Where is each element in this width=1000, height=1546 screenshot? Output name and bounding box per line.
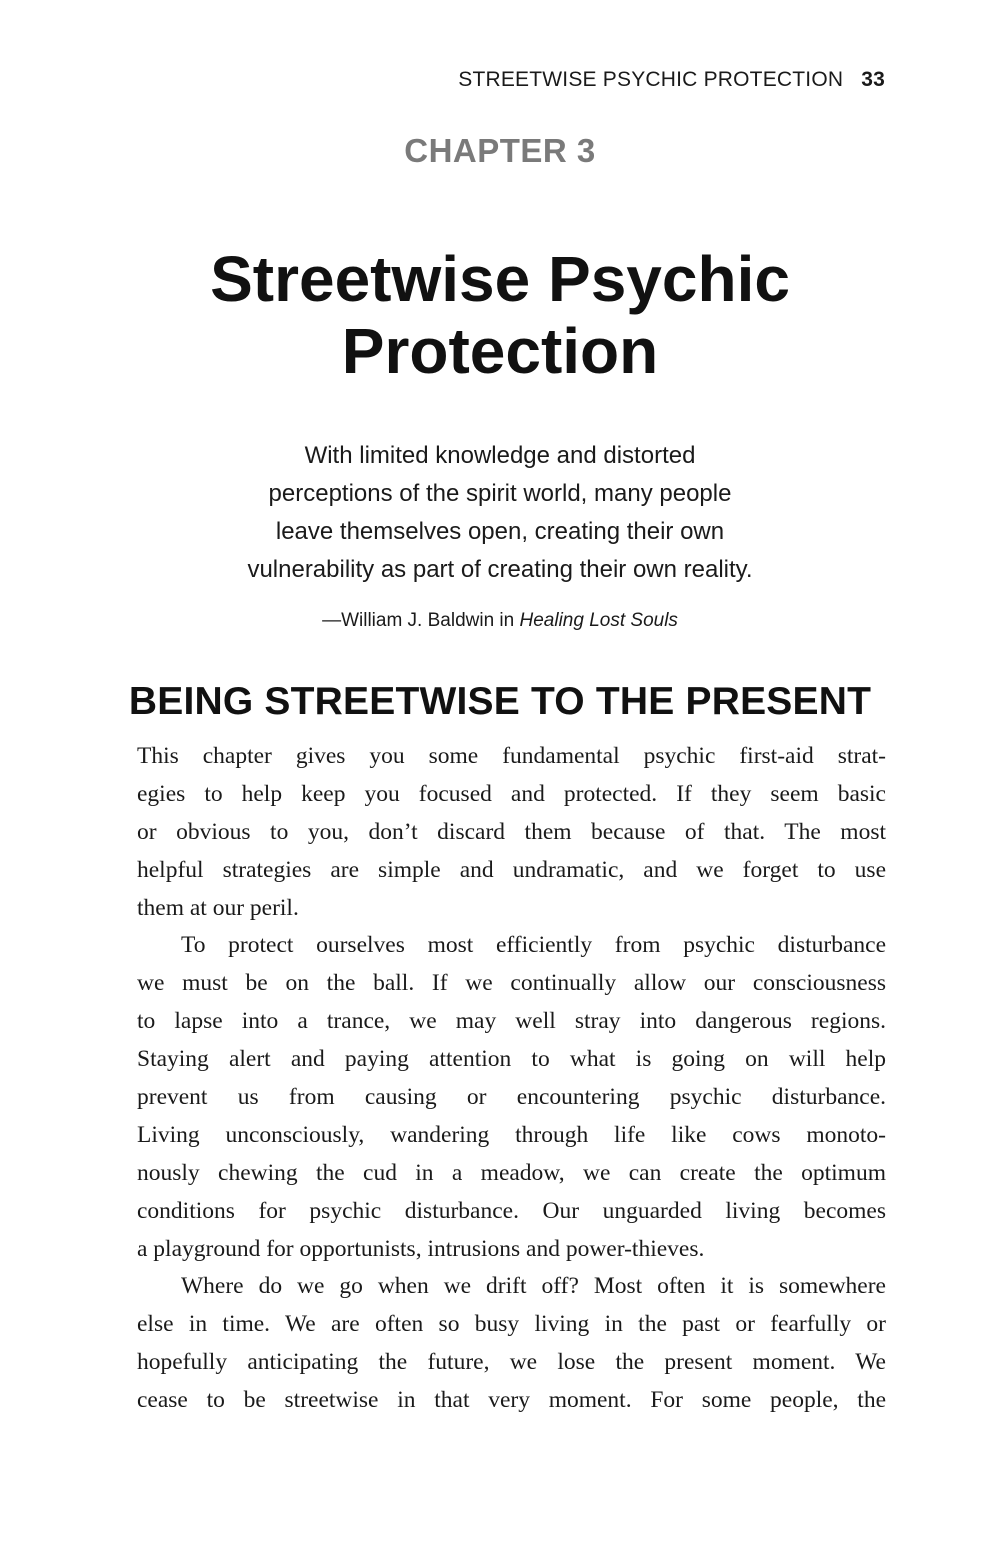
text-line: to lapse into a trance, we may well stray into dangerous regions.	[137, 1008, 886, 1035]
epigraph-line: vulnerability as part of creating their own reality.	[247, 556, 753, 583]
text-line: helpful strategies are simple and undramatic, and we forget to use	[137, 856, 886, 883]
paragraph-2	[137, 927, 886, 1268]
text-line: Staying alert and paying attention to what is going on will help	[137, 1046, 886, 1073]
paragraph-3	[137, 1268, 886, 1420]
chapter-label: CHAPTER 3	[404, 132, 596, 169]
running-head-title: STREETWISE PSYCHIC PROTECTION	[458, 68, 844, 91]
running-head	[458, 68, 885, 92]
epigraph-line: leave themselves open, creating their own	[275, 518, 725, 545]
text-line: else in time. We are often so busy living in the past or fearfully or	[137, 1311, 886, 1338]
section-heading: BEING STREETWISE TO THE PRESENT	[128, 680, 872, 723]
text-line: Living unconsciously, wandering through life like cows monoto-	[137, 1121, 886, 1148]
text-line: a playground for opportunists, intrusions and power-thieves.	[137, 1235, 705, 1262]
page-number: 33	[861, 68, 885, 91]
epigraph	[0, 437, 1000, 589]
epigraph-attribution	[0, 610, 1000, 632]
text-line: we must be on the ball. If we continually allow our consciousness	[137, 970, 886, 997]
attribution-author: —William J. Baldwin in	[322, 610, 520, 631]
body-text	[137, 738, 886, 1420]
text-line: hopefully anticipating the future, we lose the present moment. We	[137, 1349, 886, 1376]
text-line: egies to help keep you focused and protected. If they seem basic	[137, 780, 886, 807]
chapter-title	[0, 243, 1000, 387]
text-line: Where do we go when we drift off? Most often it is somewhere	[181, 1273, 886, 1300]
paragraph-1	[137, 738, 886, 927]
text-line: This chapter gives you some fundamental psychic first-aid strat-	[137, 743, 886, 769]
text-line: them at our peril.	[137, 894, 299, 921]
chapter-title-line: Protection	[341, 315, 659, 387]
text-line: cease to be streetwise in that very moment. For some people, the	[137, 1387, 886, 1414]
text-line: To protect ourselves most efficiently from psychic disturbance	[181, 932, 886, 959]
epigraph-line: perceptions of the spirit world, many people	[268, 480, 732, 507]
text-line: conditions for psychic disturbance. Our unguarded living becomes	[137, 1197, 886, 1224]
epigraph-line: With limited knowledge and distorted	[304, 442, 696, 469]
text-line: prevent us from causing or encountering psychic disturbance.	[137, 1084, 886, 1111]
text-line: or obvious to you, don’t discard them because of that. The most	[137, 818, 886, 845]
text-line: nously chewing the cud in a meadow, we can create the optimum	[137, 1159, 886, 1186]
chapter-title-line: Streetwise Psychic	[210, 243, 790, 315]
attribution-source-title: Healing Lost Souls	[519, 610, 678, 631]
